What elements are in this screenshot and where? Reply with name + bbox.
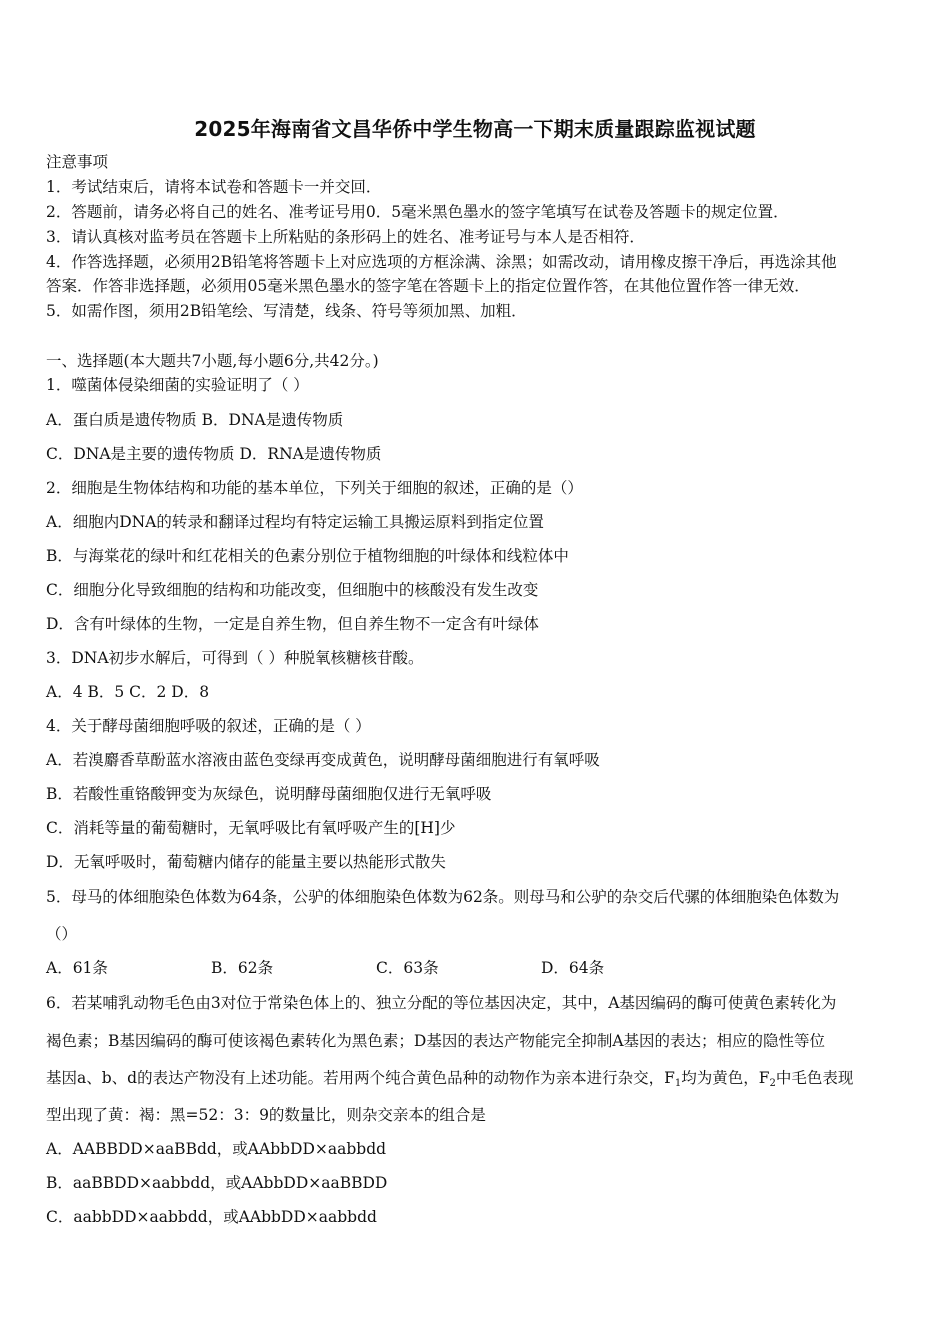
question-stem xyxy=(46,1069,853,1093)
page-title: 2025年海南省文昌华侨中学生物高一下期末质量跟踪监视试题 xyxy=(194,117,756,141)
question-option: C．aabbDD×aabbdd，或AAbbDD×aabbdd xyxy=(46,1208,377,1226)
question-stem: 型出现了黄：褐：黑=52：3：9的数量比，则杂交亲本的组合是 xyxy=(46,1106,486,1124)
notice-item: 1．考试结束后，请将本试卷和答题卡一并交回． xyxy=(46,178,382,196)
question-stem: 1．噬菌体侵染细菌的实验证明了（ ） xyxy=(46,376,309,394)
question-option: D．64条 xyxy=(541,959,605,977)
question-option: D．含有叶绿体的生物，一定是自养生物，但自养生物不一定含有叶绿体 xyxy=(46,615,539,633)
notice-item: 答案．作答非选择题，必须用05毫米黑色墨水的签字笔在答题卡上的指定位置作答，在其他位置作答一律无效． xyxy=(46,277,810,295)
section-heading: 一、选择题(本大题共7小题,每小题6分,共42分。) xyxy=(46,352,379,370)
question-options: C．DNA是主要的遗传物质 D．RNA是遗传物质 xyxy=(46,445,382,463)
question-option: C．消耗等量的葡萄糖时，无氧呼吸比有氧呼吸产生的[H]少 xyxy=(46,819,456,837)
question-stem: 2．细胞是生物体结构和功能的基本单位，下列关于细胞的叙述，正确的是（） xyxy=(46,479,583,497)
question-option: D．无氧呼吸时，葡萄糖内储存的能量主要以热能形式散失 xyxy=(46,853,446,871)
question-option: B．与海棠花的绿叶和红花相关的色素分别位于植物细胞的叶绿体和线粒体中 xyxy=(46,547,569,565)
stem-text: 基因a、b、d的表达产物没有上述功能。若用两个纯合黄色品种的动物作为亲本进行杂交，F xyxy=(46,1069,675,1087)
question-options: A．4 B．5 C．2 D．8 xyxy=(46,683,210,701)
question-option: A．细胞内DNA的转录和翻译过程均有特定运输工具搬运原料到指定位置 xyxy=(46,513,544,531)
question-stem: （） xyxy=(46,925,78,943)
question-stem: 褐色素；B基因编码的酶可使该褐色素转化为黑色素；D基因的表达产物能完全抑制A基因的表达；相应的隐性等位 xyxy=(46,1032,826,1050)
question-option: C．63条 xyxy=(376,959,439,977)
question-stem: 6．若某哺乳动物毛色由3对位于常染色体上的、独立分配的等位基因决定，其中，A基因编码的酶可使黄色素转化为 xyxy=(46,994,837,1012)
subscript: 2 xyxy=(769,1078,776,1089)
question-option: A．61条 xyxy=(46,959,108,977)
stem-text: 均为黄色，F xyxy=(681,1069,770,1087)
question-stem: 3．DNA初步水解后，可得到（ ）种脱氧核糖核苷酸。 xyxy=(46,649,424,667)
question-option: B．若酸性重铬酸钾变为灰绿色，说明酵母菌细胞仅进行无氧呼吸 xyxy=(46,785,492,803)
question-option: B．aaBBDD×aabbdd，或AAbbDD×aaBBDD xyxy=(46,1174,388,1192)
question-option: B．62条 xyxy=(211,959,274,977)
question-option: A．AABBDD×aaBBdd，或AAbbDD×aabbdd xyxy=(46,1140,387,1158)
subscript: 1 xyxy=(674,1078,682,1089)
question-option: C．细胞分化导致细胞的结构和功能改变，但细胞中的核酸没有发生改变 xyxy=(46,581,539,599)
notice-heading: 注意事项 xyxy=(46,153,109,171)
notice-item: 3．请认真核对监考员在答题卡上所粘贴的条形码上的姓名、准考证号与本人是否相符． xyxy=(46,228,645,246)
question-stem: 5．母马的体细胞染色体数为64条，公驴的体细胞染色体数为62条。则母马和公驴的杂交后代骡的体细胞染色体数为 xyxy=(46,888,840,906)
question-options: A．蛋白质是遗传物质 B．DNA是遗传物质 xyxy=(46,411,344,429)
notice-item: 4．作答选择题，必须用2B铅笔将答题卡上对应选项的方框涂满、涂黑；如需改动，请用橡皮擦干净后，再选涂其他 xyxy=(46,253,837,271)
notice-item: 2．答题前，请务必将自己的姓名、准考证号用0．5毫米黑色墨水的签字笔填写在试卷及答题卡的规定位置． xyxy=(46,203,789,221)
stem-text: 中毛色表现 xyxy=(775,1069,854,1087)
question-stem: 4．关于酵母菌细胞呼吸的叙述，正确的是（ ） xyxy=(46,717,371,735)
question-option: A．若溴麝香草酚蓝水溶液由蓝色变绿再变成黄色，说明酵母菌细胞进行有氧呼吸 xyxy=(46,751,600,769)
notice-item: 5．如需作图，须用2B铅笔绘、写清楚，线条、符号等须加黑、加粗． xyxy=(46,302,527,320)
question-options-row xyxy=(46,959,604,977)
